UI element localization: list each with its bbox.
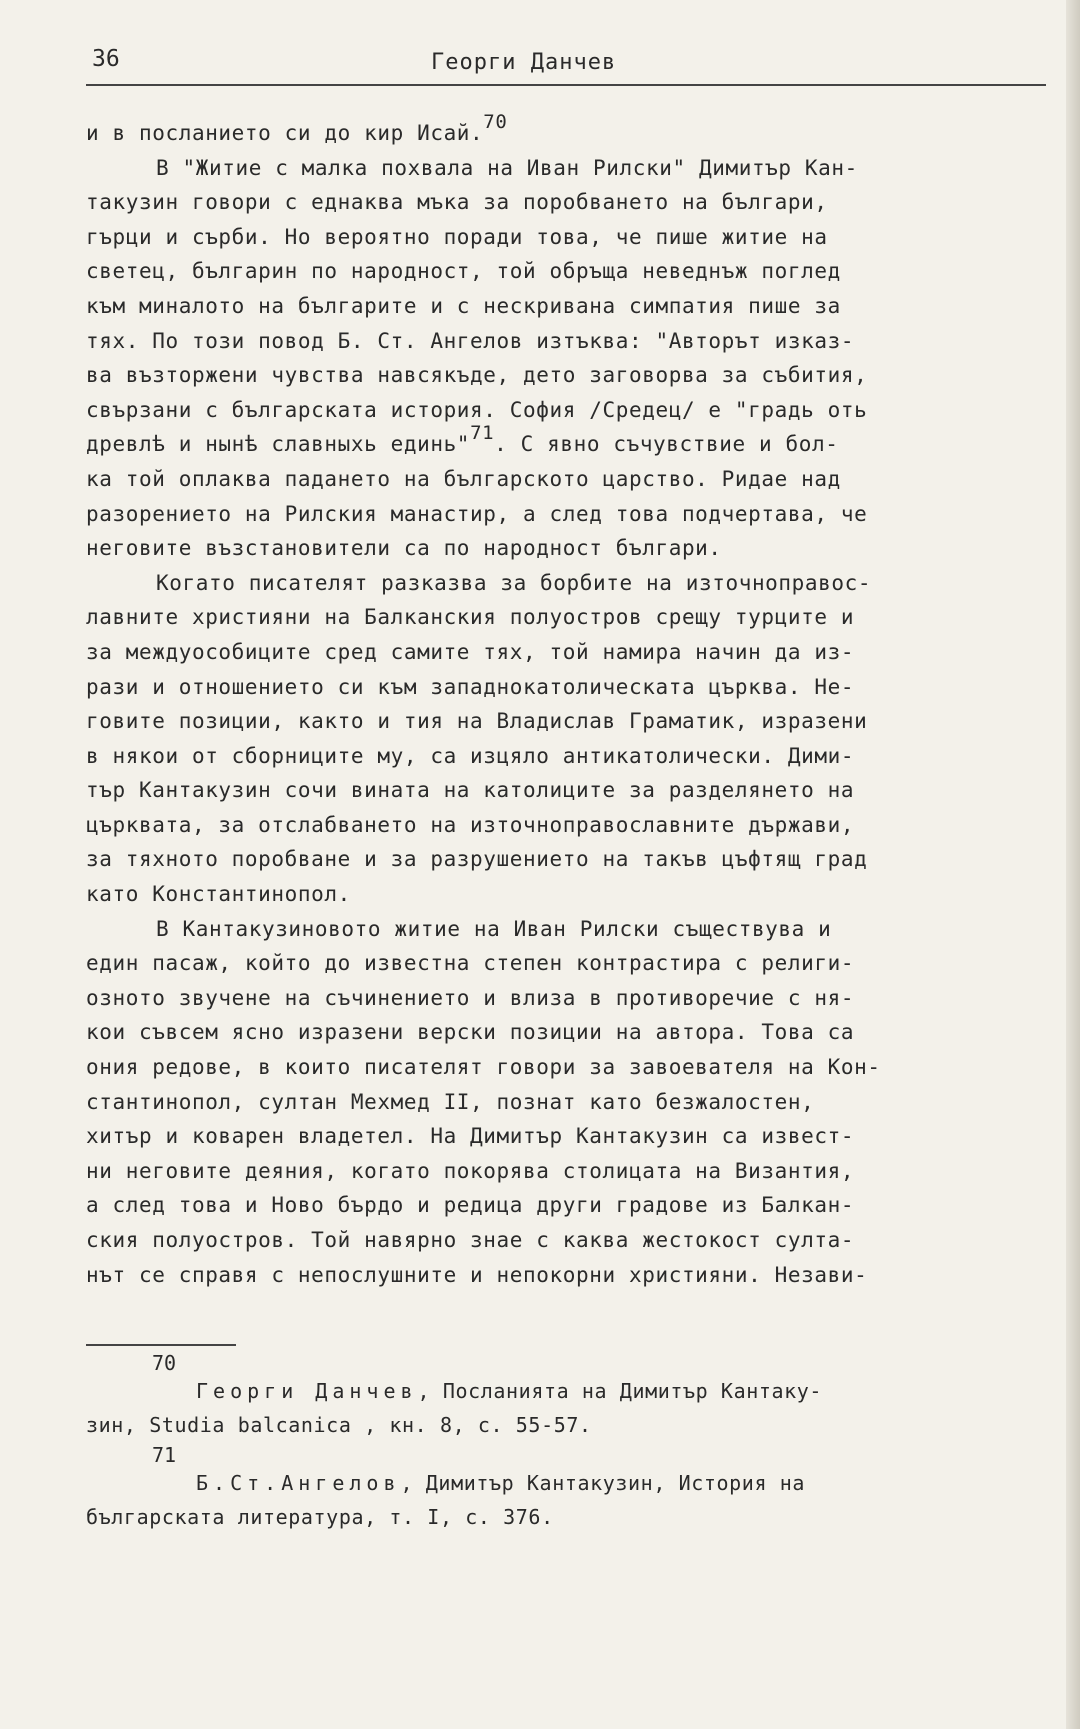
text-line-content: неговите възстановители са по народност българи. bbox=[86, 536, 722, 561]
text-line-content: за междуособиците сред самите тях, той намира начин да из- bbox=[86, 639, 855, 664]
text-line-content: свързани с българската история. София /Средец/ е "градь оть bbox=[86, 397, 868, 422]
text-line bbox=[86, 877, 1046, 912]
text-line-content: рази и отношението си към западнокатолическата църква. Не- bbox=[86, 674, 855, 699]
text-line bbox=[86, 946, 1046, 981]
text-line-content: нът се справя с непослушните и непокорни християни. Незави- bbox=[86, 1262, 868, 1287]
text-line bbox=[86, 1154, 1046, 1189]
footnote-text: , Посланията на Димитър Кантаку- bbox=[417, 1379, 823, 1403]
text-line-content: стантинопол, султан Мехмед II, познат като безжалостен, bbox=[86, 1089, 815, 1114]
text-line-content: ския полуостров. Той навярно знае с каква жестокост султа- bbox=[86, 1228, 855, 1252]
text-line-content: светец, българин по народност, той обръща неведнъж поглед bbox=[86, 259, 841, 284]
page-header bbox=[86, 40, 1046, 86]
page-edge-shadow bbox=[1066, 0, 1080, 1729]
text-line bbox=[86, 1119, 1046, 1154]
text-line-content: говите позиции, както и тия на Владислав Граматик, изразени bbox=[86, 709, 868, 734]
text-line bbox=[86, 220, 1046, 255]
text-line-content: в някои от сборниците му, са изцяло антикатолически. Дими- bbox=[86, 743, 855, 768]
text-line bbox=[86, 185, 1046, 220]
text-line-content: а след това и Ново бърдо и редица други градове из Балкан- bbox=[86, 1193, 855, 1218]
text-line-content: ва възторжени чувства навсякъде, дето заговорва за събития, bbox=[86, 363, 868, 388]
text-line-content: тър Кантакузин сочи вината на католиците за разделянето на bbox=[86, 778, 855, 803]
text-line-continuation: . С явно съчувствие и бол- bbox=[494, 432, 839, 457]
text-line bbox=[86, 566, 1046, 601]
text-line bbox=[86, 1188, 1046, 1223]
text-line bbox=[86, 981, 1046, 1016]
text-line bbox=[86, 111, 1046, 151]
text-line bbox=[86, 704, 1046, 739]
footnotes bbox=[86, 1350, 1046, 1534]
footnote-reference: 71 bbox=[470, 422, 495, 445]
text-line bbox=[86, 1258, 1046, 1293]
text-line-content: такузин говори с еднаква мъка за поробването на българи, bbox=[86, 190, 828, 215]
text-line-content: като Константинопол. bbox=[86, 882, 351, 907]
text-line-content: тях. По този повод Б. Ст. Ангелов изтъква: "Авторът изказ- bbox=[86, 328, 855, 353]
text-line bbox=[86, 393, 1046, 428]
text-line bbox=[86, 422, 1046, 462]
footnote-number: 70 bbox=[152, 1351, 177, 1375]
text-line-content: ония редове, в които писателят говори за завоевателя на Кон- bbox=[86, 1055, 881, 1080]
text-line bbox=[86, 324, 1046, 359]
text-line bbox=[86, 635, 1046, 670]
text-line bbox=[86, 497, 1046, 532]
footnote-line: българската литература, т. I, с. 376. bbox=[86, 1505, 554, 1529]
page-number: 36 bbox=[92, 46, 120, 72]
footnote-author: Б.Ст.Ангелов bbox=[196, 1471, 401, 1495]
text-line bbox=[86, 358, 1046, 393]
text-line bbox=[86, 739, 1046, 774]
text-line-content: озното звучене на съчинението и влиза в противоречие с ня- bbox=[86, 985, 855, 1010]
text-line bbox=[86, 600, 1046, 635]
text-line bbox=[86, 670, 1046, 705]
footnote-line: зин, Studia balcanica , кн. 8, с. 55-57. bbox=[86, 1413, 592, 1437]
text-line-content: и в посланието си до кир Исай. bbox=[86, 121, 484, 145]
text-line bbox=[86, 289, 1046, 324]
text-line bbox=[86, 254, 1046, 289]
text-line-content: църквата, за отслабването на източноправославните държави, bbox=[86, 812, 855, 837]
text-line bbox=[86, 842, 1046, 877]
text-line bbox=[86, 808, 1046, 843]
text-line bbox=[86, 531, 1046, 566]
running-head: Георги Данчев bbox=[431, 50, 617, 75]
text-line bbox=[86, 912, 1046, 947]
text-line bbox=[86, 151, 1046, 186]
footnote-number: 71 bbox=[152, 1443, 177, 1467]
text-line-content: древлѣ и нынѣ славныхь единь" bbox=[86, 432, 471, 457]
text-line-content: хитър и коварен владетел. На Димитър Кантакузин са извест- bbox=[86, 1124, 855, 1149]
text-line-content: разорението на Рилския манастир, а след това подчертава, че bbox=[86, 501, 868, 526]
text-line bbox=[86, 1050, 1046, 1085]
text-line-content: за тяхното поробване и за разрушението на такъв цъфтящ град bbox=[86, 847, 868, 872]
text-line bbox=[86, 1085, 1046, 1120]
footnote-text: , Димитър Кантакузин, История на bbox=[400, 1471, 806, 1495]
footnote-line bbox=[86, 1374, 1046, 1408]
text-line-content: ни неговите деяния, когато покорява столицата на Византия, bbox=[86, 1158, 855, 1183]
text-line-content: ка той оплаква падането на българското царство. Ридае над bbox=[86, 466, 841, 491]
text-line bbox=[86, 773, 1046, 808]
text-line-content: В Кантакузиновото житие на Иван Рилски съществува и bbox=[156, 916, 832, 941]
text-line-content: един пасаж, който до известна степен контрастира с религи- bbox=[86, 951, 855, 976]
body-text bbox=[86, 111, 1046, 1292]
text-line-content: към миналото на българите и с нескривана симпатия пише за bbox=[86, 293, 841, 318]
text-line-content: кои съвсем ясно изразени верски позиции на автора. Това са bbox=[86, 1020, 855, 1045]
footnote-author: Георги Данчев bbox=[196, 1379, 418, 1403]
text-line bbox=[86, 462, 1046, 497]
footnote-line bbox=[86, 1466, 1046, 1500]
text-line-content: гърци и сърби. Но вероятно поради това, че пише житие на bbox=[86, 224, 828, 249]
text-line-content: лавните християни на Балканския полуостров срещу турците и bbox=[86, 605, 855, 630]
footnote-reference: 70 bbox=[483, 111, 508, 133]
text-line-content: Когато писателят разказва за борбите на източноправос- bbox=[156, 570, 872, 595]
text-line bbox=[86, 1015, 1046, 1050]
text-line-content: В "Житие с малка похвала на Иван Рилски" Димитър Кан- bbox=[156, 155, 858, 180]
footnote-divider bbox=[86, 1344, 236, 1346]
text-line bbox=[86, 1223, 1046, 1258]
